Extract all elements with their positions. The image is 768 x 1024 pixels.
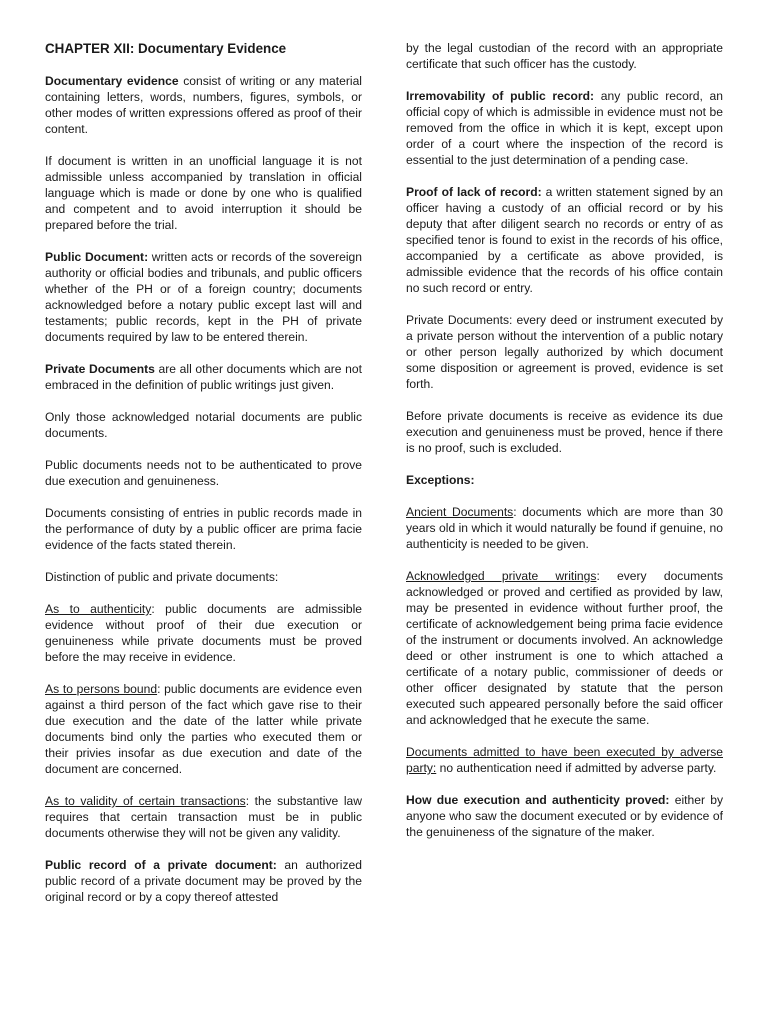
paragraph-text: Public documents needs not to be authenticated to prove due execution and genuineness. [45,458,362,488]
term-public-record-private-document: Public record of a private document: [45,858,277,872]
term-as-to-validity: As to validity of certain transactions [45,794,246,808]
paragraph-text: : public documents are admissible evidence without proof of their due execution or genuineness while private documents must be proved before the may receive in evidence. [45,602,362,664]
paragraph-as-to-persons-bound [45,681,362,777]
paragraph-text: Distinction of public and private documents: [45,570,279,584]
exceptions-heading: Exceptions: [406,473,475,487]
paragraph-text: any public record, an official copy of which is admissible in evidence must not be removed from the office in which it is kept, except upon order of a court where the inspection of the record is essential to the just determination of a pending case. [406,89,723,167]
paragraph-text: by the legal custodian of the record with an appropriate certificate that such officer has the custody. [406,41,723,71]
paragraph-continuation [406,40,723,72]
paragraph-text: consist of writing or any material containing letters, words, numbers, figures, symbols, or other modes of written expressions offered as proof of their content. [45,74,362,136]
paragraph-public-records-entries [45,505,362,553]
paragraph-text: Private Documents: every deed or instrument executed by a private person without the intervention of a public notary or other person legally authorized by which document some disposition or agreement is proved, evidence is set forth. [406,313,723,391]
paragraph-proof-of-lack-of-record [406,184,723,296]
term-irremovability: Irremovability of public record: [406,89,595,103]
left-column [45,40,362,921]
term-admitted-by-adverse-party: Documents admitted to have been executed by adverse party: [406,745,723,775]
paragraph-authentication [45,457,362,489]
term-as-to-authenticity: As to authenticity [45,602,152,616]
paragraph-irremovability [406,88,723,168]
paragraph-text: Before private documents is receive as evidence its due execution and genuineness must be proved, hence if there is no proof, such is excluded. [406,409,723,455]
paragraph-text: no authentication need if admitted by adverse party. [436,761,717,775]
term-acknowledged-private-writings: Acknowledged private writings [406,569,597,583]
term-how-due-execution-proved: How due execution and authenticity proved: [406,793,670,807]
term-ancient-documents: Ancient Documents [406,505,514,519]
paragraph-text: : documents which are more than 30 years old in which it would naturally be found if genuine, no authenticity is needed to be given. [406,505,723,551]
paragraph-public-record-private-document [45,857,362,905]
paragraph-private-documents-definition [406,312,723,392]
chapter-title: CHAPTER XII: Documentary Evidence [45,41,287,56]
paragraph-distinction [45,569,362,585]
paragraph-private-documents [45,361,362,393]
paragraph-text: If document is written in an unofficial language it is not admissible unless accompanied by translation in official language which is made or done by one who is qualified and competent and to avoid interruption it should be prepared before the trial. [45,154,362,232]
paragraph-unofficial-language [45,153,362,233]
paragraph-text: Documents consisting of entries in public records made in the performance of duty by a public officer are prima facie evidence of the facts stated therein. [45,506,362,552]
paragraph-exceptions-heading [406,472,723,488]
paragraph-text: an authorized public record of a private document may be proved by the original record or by a copy thereof attested [45,858,362,904]
term-public-document: Public Document: [45,250,149,264]
paragraph-as-to-authenticity [45,601,362,665]
paragraph-text: written acts or records of the sovereign authority or official bodies and tribunals, and public officers whether of the PH or of a foreign country; documents acknowledged before a notary public except last will and testaments; public records, kept in the PH of private documents required by law to be entered therein. [45,250,362,344]
paragraph-text: either by anyone who saw the document executed or by evidence of the genuineness of the signature of the maker. [406,793,723,839]
paragraph-text: a written statement signed by an officer having a custody of an official record or by his deputy that after diligent search no records or entry of as specified tenor is found to exist in the records of his office, accompanied by a certificate as above provided, is admissible evidence that the records of his office contain no such record or entry. [406,185,723,295]
paragraph-how-due-execution-proved [406,792,723,840]
paragraph-text: : public documents are evidence even against a third person of the fact which gave rise to their due execution and the date of the latter while private documents bind only the parties who executed them or their privies insofar as due execution and date of the document are concerned. [45,682,363,776]
term-private-documents: Private Documents [45,362,155,376]
term-documentary-evidence: Documentary evidence [45,74,179,88]
paragraph-text: : every documents acknowledged or proved and certified as provided by law, may be presented in evidence without further proof, the certificate of acknowledgement being prima facie evidence of the instrument or documents involved. An acknowledge deed or other instrument is one to which attached a certificate of a notary public, commissioner of deeds or other officer designated by statute that the person executed such appeared personally before the said officer and acknowledged that he execute the same. [406,569,723,727]
paragraph-text: : the substantive law requires that certain transaction must be in public documents otherwise they will not be given any validity. [45,794,362,840]
term-as-to-persons-bound: As to persons bound [45,682,158,696]
paragraph-ancient-documents [406,504,723,552]
term-proof-of-lack-of-record: Proof of lack of record: [406,185,542,199]
right-column [406,40,723,856]
paragraph-private-documents-proof [406,408,723,456]
paragraph-acknowledged-private-writings [406,568,723,728]
paragraph-admitted-by-adverse-party [406,744,723,776]
paragraph-text: Only those acknowledged notarial documents are public documents. [45,410,362,440]
paragraph-as-to-validity [45,793,362,841]
paragraph-documentary-evidence [45,73,362,137]
paragraph-public-document [45,249,362,345]
paragraph-notarial-documents [45,409,362,441]
paragraph-text: are all other documents which are not embraced in the definition of public writings just given. [45,362,362,392]
